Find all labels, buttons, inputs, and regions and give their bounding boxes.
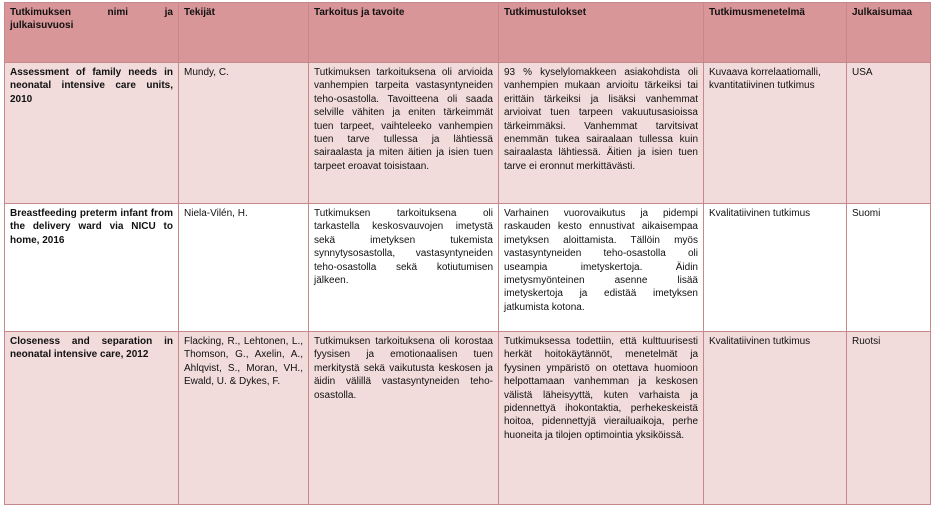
header-purpose: Tarkoitus ja tavoite (309, 3, 499, 63)
header-row (5, 3, 931, 63)
cell-country: USA (847, 63, 931, 204)
header-method: Tutkimusmenetelmä (704, 3, 847, 63)
header-name-year-word3: ja (164, 7, 173, 18)
header-name-year-word4: julkaisuvuosi (10, 20, 74, 32)
cell-method: Kvalitatiivinen tutkimus (704, 204, 847, 332)
cell-authors: Niela-Vilén, H. (179, 204, 309, 332)
cell-purpose: Tutkimuksen tarkoituksena oli korostaa fyysisen ja emotionaalisen tuen merkitystä sekä vaikutusta keskosen ja äidin välillä vastasyntyneiden teho-osastolla. (309, 332, 499, 505)
table-row (5, 63, 931, 204)
header-authors: Tekijät (179, 3, 309, 63)
header-name-year-word2: nimi (107, 7, 129, 18)
cell-results: Varhainen vuorovaikutus ja pidempi raskauden kesto ennustivat aikaisempaa imetyksen aloittamista. Tällöin myös vastasyntyneiden teho-osastolla oli useampia imetyskertoja. Äidin imetysmyönteinen asenne lisää imetyskertoja ja edistää imetyksen jatkumista kotona. (499, 204, 704, 332)
table-row (5, 204, 931, 332)
cell-method: Kuvaava korrelaatiomalli, kvantitatiivinen tutkimus (704, 63, 847, 204)
header-country: Julkaisumaa (847, 3, 931, 63)
cell-country: Ruotsi (847, 332, 931, 505)
header-results: Tutkimustulokset (499, 3, 704, 63)
cell-title: Breastfeeding preterm infant from the delivery ward via NICU to home, 2016 (5, 204, 179, 332)
cell-results: 93 % kyselylomakkeen asiakohdista oli vanhempien mukaan arvioitu tärkeiksi tai erittäin tärkeiksi ja lisäksi vanhemmat arvioivat tuen tarpeen vakuutusasioissa tärkeimmäksi. Vanhemmat tarvitsivat enemmän tukea sairaalaan tullessa kuin sairaalasta lähtiessä. Äitien ja isien tuen tarve ei eronnut merkittävästi. (499, 63, 704, 204)
cell-title: Assessment of family needs in neonatal intensive care units, 2010 (5, 63, 179, 204)
cell-country: Suomi (847, 204, 931, 332)
header-name-year (5, 3, 179, 63)
cell-method: Kvalitatiivinen tutkimus (704, 332, 847, 505)
header-name-year-word1: Tutkimuksen (10, 7, 71, 18)
cell-purpose: Tutkimuksen tarkoituksena oli tarkastella keskosvauvojen imetystä sekä imetyksen tukemista synnytysosastolla, vastasyntyneiden teho-osastolla sekä kotiutumisen jälkeen. (309, 204, 499, 332)
literature-table (4, 2, 931, 505)
cell-purpose: Tutkimuksen tarkoituksena oli arvioida vanhempien tarpeita vastasyntyneiden teho-osastolla. Tavoitteena oli saada selville vähiten ja eniten tärkeimmät tuen tarpeet, vaihteleeko vanhempien tuen tarve tullessa ja lähtiessä sairaalasta ja miten äitien ja isien tuen tarpeet eroavat toisistaan. (309, 63, 499, 204)
cell-title: Closeness and separation in neonatal intensive care, 2012 (5, 332, 179, 505)
cell-authors: Mundy, C. (179, 63, 309, 204)
cell-authors: Flacking, R., Lehtonen, L., Thomson, G., Axelin, A., Ahlqvist, S., Moran, VH., Ewald, U. & Dykes, F. (179, 332, 309, 505)
cell-results: Tutkimuksessa todettiin, että kulttuurisesti herkät hoitokäytännöt, menetelmät ja fyysinen ympäristö on otettava huomioon helpottamaan vanhemman ja keskosen välistä läheisyyttä, kuten varhaista ja pidennettyä ihokontaktia, perhekeskeistä hoitoa, pidennettyjä vierailuaikoja, perhe huoneita ja tilojen optimointia yksiköissä. (499, 332, 704, 505)
table-row (5, 332, 931, 505)
